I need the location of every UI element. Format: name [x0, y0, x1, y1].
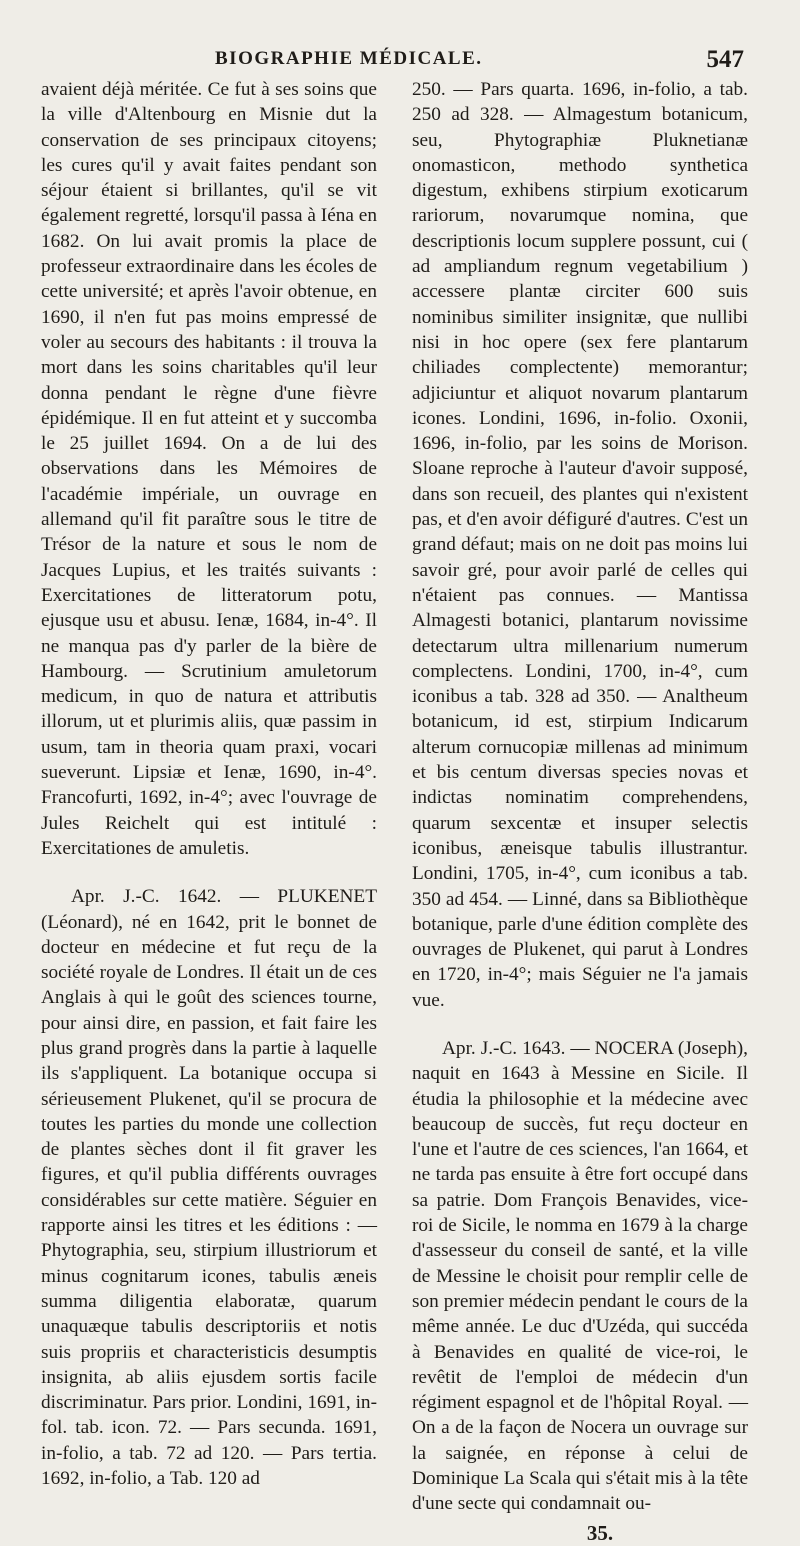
- left-column: [41, 77, 377, 1491]
- paragraph-altenbourg: avaient déjà méritée. Ce fut à ses soins que la ville d'Altenbourg en Misnie dut la conservation de ses principaux citoyens; les cures qu'il y avait faites pendant son séjour étaient si brillantes, qu'il se vit également regretté, lorsqu'il passa à Iéna en 1682. On lui avait promis la place de professeur extraordinaire dans les écoles de cette université; et après l'avoir obtenue, en 1690, il n'en fut pas moins empressé de voler au secours des habitants : il trouva la mort dans les soins charitables qu'il leur donna pendant le règne d'une fièvre épidémique. Il en fut atteint et y succomba le 25 juillet 1694. On a de lui des observations dans les Mémoires de l'académie impériale, un ouvrage en allemand qu'il fit paraître sous le titre de Trésor de la nature et sous le nom de Jacques Lupius, et les traités suivants : Exercitationes de litteratorum potu, ejusque usu et abusu. Ienæ, 1684, in-4°. Il ne manqua pas d'y parler de la bière de Hambourg. — Scrutinium amuletorum medicum, in quo de natura et attributis illorum, ut et plurimis aliis, quæ passim in usum, tam in theoria quam praxi, vocari sueverunt. Lipsiæ et Ienæ, 1690, in-4°. Francofurti, 1692, in-4°; avec l'ouvrage de Jules Reichelt qui est intitulé : Exercitationes de amuletis.: [41, 79, 377, 859]
- paragraph-plukenet: Apr. J.-C. 1642. — PLUKENET (Léonard), né en 1642, prit le bonnet de docteur en médecine et fut reçu de la société royale de Londres. Il était un de ces Anglais à qui le goût des sciences tourne, pour ainsi dire, en passion, et fait faire les plus grand progrès dans la partie à laquelle ils s'appliquent. La botanique occupa si sérieusement Plukenet, qu'il se procura de toutes les parties du monde une collection de plantes sèches dont il fit graver les figures, et qu'il publia différents ouvrages considérables sur cette matière. Séguier en rapporte ainsi les titres et les éditions : — Phytographia, seu, stirpium illustriorum et minus cognitarum icones, tabulis æneis summa diligentia elaboratæ, quarum unaquæque tabulis descriptoriis et notis suis propriis et characteristicis desumptis insignita, ab aliis ejusdem sortis facile discriminatur. Pars prior. Londini, 1691, in-fol. tab. icon. 72. — Pars secunda. 1691, in-folio, a tab. 72 ad 120. — Pars tertia. 1692, in-folio, a Tab. 120 ad: [41, 886, 377, 1490]
- paragraph-plukenet-continued: 250. — Pars quarta. 1696, in-folio, a tab. 250 ad 328. — Almagestum botanicum, seu, Phytographiæ Pluknetianæ onomasticon, methodo synthetica digestum, exhibens stirpium exoticarum rariorum, novarumque nomina, que descriptionis locum supplere possunt, cui ( ad ampliandum regnum vegetabilium ) accessere plantæ circiter 600 suis nominibus similiter insignitæ, que nullibi nisi in hoc opere (sex fere plantarum chiliades complectente) memorantur; adjiciuntur et aliquot novarum plantarum icones. Londini, 1696, in-folio. Oxonii, 1696, in-folio, par les soins de Morison. Sloane reproche à l'auteur d'avoir supposé, dans son recueil, des plantes qui n'existent pas, et d'en avoir défiguré d'autres. C'est un grand défaut; mais on ne doit pas moins lui savoir gré, pour avoir parlé de celles qui n'étaient pas connues. — Mantissa Almagesti botanici, plantarum novissime detectarum ultra millenarium numerum complectens. Londini, 1700, in-4°, cum iconibus a tab. 328 ad 350. — Analtheum botanicum, id est, stirpium Indicarum alterum cornucopiæ millenas ad minimum et bis centum diversas species novas et indictas nominatim comprehendens, quarum sexcentæ et insuper selectis iconibus, æneisque tabulis illustrantur. Londini, 1705, in-4°, cum iconibus a tab. 350 ad 454. — Linné, dans sa Bibliothèque botanique, parle d'une édition complète des ouvrages de Plukenet, qui parut à Londres en 1720, in-4°; mais Séguier ne l'a jamais vue.: [412, 79, 748, 1011]
- paragraph-nocera: Apr. J.-C. 1643. — NOCERA (Joseph), naquit en 1643 à Messine en Sicile. Il étudia la philosophie et la médecine avec beaucoup de succès, fut reçu docteur en l'une et l'autre de ces sciences, l'an 1664, et ne tarda pas ensuite à être fort occupé dans sa patrie. Dom François Benavides, vice-roi de Sicile, le nomma en 1679 à la charge d'assesseur du conseil de santé, et la ville de Messine le choisit pour remplir celle de son premier médecin pendant le cours de la même année. Le duc d'Uzéda, qui succéda à Benavides en qualité de vice-roi, le revêtit de l'emploi de médecin d'un régiment espagnol et de l'hôpital Royal. — On a de la façon de Nocera un ouvrage sur la saignée, en réponse à celui de Dominique La Scala qui s'était mis à la tête d'une secte qui condamnait ou-: [412, 1037, 748, 1515]
- signature-mark: 35.: [586, 1520, 614, 1545]
- page-header: [40, 46, 760, 80]
- running-head: BIOGRAPHIE MÉDICALE.: [215, 48, 483, 69]
- right-column: [412, 77, 748, 1546]
- page-number: 547: [706, 46, 744, 73]
